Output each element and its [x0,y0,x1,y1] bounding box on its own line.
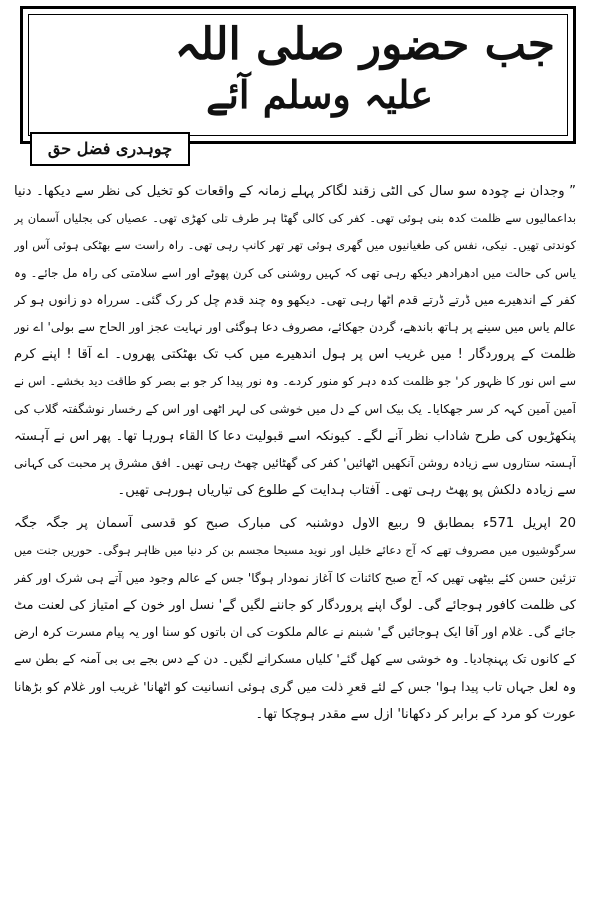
article-body [14,178,576,728]
article-title-line-2: علیہ وسلم آئے [206,72,433,117]
text-line: ظلمت کے پروردگار ! میں غریب اس پر ہول اندھیرے میں کب تک بھٹکتی پھروں۔ اے آقا ! اپنے کرم [14,347,576,363]
text-line: تزئین حسن کئے بیٹھی تھیں کہ آج صبح کائنات کا آغاز نمودار ہوگا' جس کے عالم وجود میں آتے ہی شرک اور کفر [14,570,576,585]
article-title-line-1: جب حضور صلی اللہ [174,19,555,70]
text-line: ” وجدان نے چودہ سو سال کی الٹی زقند لگاکر پہلے زمانہ کے واقعات کو تخیل کی نظر سے دیکھا۔ دنیا [14,184,576,199]
title-banner [20,6,576,144]
text-line: کوندتی تھیں۔ نیکی، نفس کی طغیانیوں میں گھری ہوئی تھر تھر کانپ رہی تھی۔ راہ راست سے بھٹکی ہوئی آس اور [14,238,576,253]
text-line: سرگوشیوں میں مصروف تھے کہ آج دعائے خلیل اور نوید مسیحا مجسم بن کر دنیا میں ظاہر ہوگی۔ حوریں جنت میں [14,543,576,558]
text-line: کفر کے اندھیرے میں ڈرتے ڈرتے قدم اٹھا رہی تھی۔ دیکھو وہ چند قدم چل کر رک گئی۔ سرراہ دو زانوں ہو کر [14,292,576,307]
text-line: پنکھڑیوں کی طرح شاداب نظر آنے لگے۔ کیونکہ اسے قبولیت دعا کا القاء ہورہا تھا۔ پھر اس نے آہستہ [14,428,576,444]
text-line: عورت کو مرد کے برابر کر دکھانا' ازل سے مقدر ہوچکا تھا۔ [255,706,576,722]
text-line: کے کانوں تک پہنچادیا۔ وہ خوشی سے کھل گئے' کلیاں مسکرانے لگیں۔ دن کے دس بجے بی بی آمنہ کے بطن سے [14,652,576,667]
text-line: وہ لعل جہاں تاب پیدا ہوا' جس کے لئے قعرِ ذلت میں گری ہوئی انسانیت کو اٹھانا' غریب اور غلام کو بڑھانا [14,679,576,695]
text-line: یاس کی حالت میں ادھرادھر دیکھ رہی تھی کہ کہیں روشنی کی کرن پھوٹے اور اسے سلامتی کی راہ مل جائے۔ وہ [14,265,576,280]
paragraph-1 [14,178,576,504]
text-line: کی ظلمت کافور ہوجائے گی۔ لوگ اپنے پروردگار کو جاننے لگیں گے' نسل اور خون کے امتیاز کی لعنت مٹ [14,597,576,613]
text-line: سے زیادہ دلکش پو پھٹ رہی تھی۔ آفتاب ہدایت کے طلوع کی تیاریاں ہورہی تھیں۔ [117,483,576,499]
text-line: بداعمالیوں سے ظلمت کدہ بنی ہوئی تھی۔ کفر کی کالی گھٹا ہر طرف تلی کھڑی تھی۔ عصیاں کی بجلیاں آسمان پر [14,211,576,226]
text-line: جائے گی۔ غلام اور آقا ایک ہوجائیں گے' شبنم نے عالم ملکوت کی ان باتوں کو سنا اور یہ پیام مسرت کرہ ارض [14,625,576,639]
paragraph-2 [14,510,576,728]
text-line: 20 اپریل 571ء بمطابق 9 ربیع الاول دوشنبہ کی مبارک صبح کو قدسی آسمان پر جگہ جگہ [14,516,576,532]
text-line: آہستہ ستاروں سے زیادہ روشن آنکھیں اٹھائیں' کفر کی گھٹائیں چھٹ رہی تھیں۔ افق مشرق پر محبت کی کہانی [14,455,576,470]
author-byline: چوہدری فضل حق [30,132,190,166]
text-line: آمین آمین کہہ کر سر جھکایا۔ یک بیک اس کے دل میں خوشی کی لہر اٹھی اور اس کے رخسار نوشگفتہ گلاب کی [14,401,576,416]
text-line: سے اس نور کا ظہور کر' جو ظلمت کدہ دہر کو منور کردے۔ وہ نور پیدا کر جو بے بصر کو طاقت دید بخشے۔ اس نے [14,374,576,389]
text-line: عالم یاس میں سینے پر ہاتھ باندھے، گردن جھکائے، مصروف دعا ہوگئی اور نہایت عجز اور الحاح سے بولی' اے نور [14,319,576,334]
